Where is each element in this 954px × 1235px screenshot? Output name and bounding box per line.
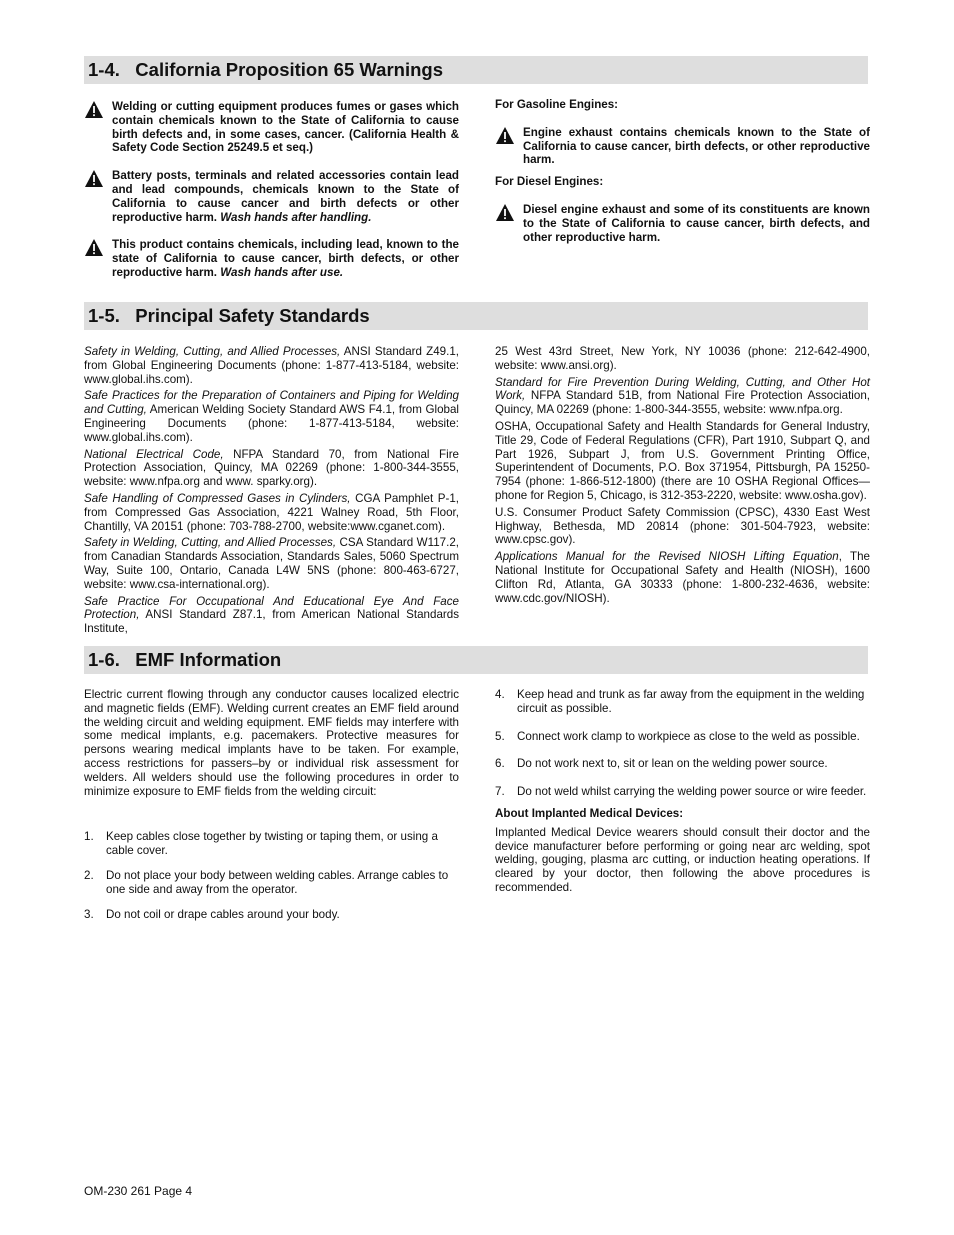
emf-procedure-list	[84, 830, 459, 921]
standard-entry	[84, 595, 459, 636]
list-item	[84, 908, 459, 922]
warning-text	[112, 238, 459, 279]
standard-entry	[495, 550, 870, 605]
list-text: Do not work next to, sit or lean on the welding power source.	[517, 757, 828, 771]
list-text: Do not place your body between welding cables. Arrange cables to one side and away from the operator.	[106, 868, 449, 896]
section-header-standards	[84, 302, 868, 330]
section-header-emf	[84, 646, 868, 674]
standard-details: CGA Pamphlet P-1, from Compressed Gas Association, 4221 Walney Road, 5th Floor, Chantilly, VA 20151 (phone: 703-788-2700, website:www.cganet.com).	[84, 491, 459, 533]
standards-right-column	[495, 345, 870, 608]
emf-intro: Electric current flowing through any conductor causes localized electric and magnetic fields (EMF). Welding current creates an EMF field around the welding circuit and welding equipment. EMF fields may interfere with some medical implants, e.g. pacemakers. Protective measures for persons wearing medical implants have to be taken. For example, access restrictions for passers–by or individual risk assessment for welders. All welders should use the following procedures in order to minimize exposure to EMF fields from the welding circuit:	[84, 688, 459, 798]
standard-entry: OSHA, Occupational Safety and Health Standards for General Industry, Title 29, Code of Federal Regulations (CFR), Part 1910, Subpart Q, and Part 1926, Subpart J, from U.S. Government Printing Office, Superintendent of Documents, P.O. Box 371954, Pittsburgh, PA 15250-7954 (phone: 1-866-512-1800) (there are 10 OSHA Regional Offices—phone for Region 5, Chicago, is 312-353-2220, website: www.osha.gov).	[495, 419, 870, 502]
standard-title: Safe Practices for the Preparation of Containers and Piping for Welding and Cutting,	[84, 389, 459, 417]
standard-entry	[84, 536, 459, 591]
list-item	[495, 785, 870, 799]
standard-entry	[495, 376, 870, 417]
prop65-right-column	[495, 98, 870, 258]
section-title: 1-4. California Proposition 65 Warnings	[88, 59, 443, 80]
gasoline-engines-heading: For Gasoline Engines:	[495, 98, 619, 111]
warning-text: Engine exhaust contains chemicals known to the State of California to cause cancer, birth defects, or other reproductive harm.	[523, 125, 870, 167]
list-text: Keep cables close together by twisting or taping them, or using a cable cover.	[106, 830, 438, 858]
standard-title: Safe Practice For Occupational And Educational Eye And Face Protection,	[84, 594, 459, 622]
list-item	[84, 869, 459, 897]
standard-title: Safe Handling of Compressed Gases in Cylinders,	[84, 491, 351, 505]
standard-title: Safety in Welding, Cutting, and Allied Processes,	[84, 536, 337, 550]
section-title: 1-5. Principal Safety Standards	[88, 305, 370, 326]
list-number: 6.	[495, 757, 505, 771]
warning-icon	[84, 238, 112, 258]
warning-text	[112, 169, 459, 224]
warning-icon	[495, 126, 523, 146]
implanted-devices-text: Implanted Medical Device wearers should consult their doctor and the device manufacturer before performing or going near arc welding, spot welding, gouging, plasma arc cutting, or induction heating operations. If cleared by your doctor, then following the above procedures is recommended.	[495, 825, 870, 894]
standard-entry	[84, 389, 459, 444]
list-number: 4.	[495, 688, 505, 701]
standard-details: NFPA Standard 70, from National Fire Protection Association, Quincy, MA 02269 (phone: 1-800-344-3555, website: www.nfpa.org and www. sparky.org).	[84, 447, 459, 489]
implanted-devices-heading: About Implanted Medical Devices:	[495, 806, 684, 820]
emf-right-column	[495, 688, 870, 898]
warning-fumes	[84, 100, 459, 155]
page-footer: OM-230 261 Page 4	[84, 1184, 193, 1198]
warning-lead	[84, 238, 459, 279]
section-title: 1-6. EMF Information	[88, 649, 282, 670]
prop65-left-column	[84, 100, 459, 294]
warning-text-italic: Wash hands after handling.	[220, 210, 372, 224]
warning-text-main: This product contains chemicals, including lead, known to the state of California to cause cancer, birth defects, or other reproductive harm.	[112, 238, 459, 279]
warning-text: Welding or cutting equipment produces fumes or gases which contain chemicals known to the State of California to cause birth defects and, in some cases, cancer. (California Health & Safety Code Section 25249.5 et seq.)	[112, 100, 459, 155]
standard-title: Applications Manual for the Revised NIOSH Lifting Equation	[495, 550, 839, 564]
warning-icon	[84, 100, 112, 120]
standard-details: NFPA Standard 51B, from National Fire Protection Association, Quincy, MA 02269 (phone: 1-800-344-3555, website: www.nfpa.org.	[495, 389, 870, 417]
standard-entry	[84, 448, 459, 489]
list-text: Do not coil or drape cables around your body.	[106, 907, 340, 921]
warning-text: Diesel engine exhaust and some of its constituents are known to the State of California to cause cancer, birth defects, and other reproductive harm.	[523, 202, 870, 244]
list-item	[495, 688, 870, 716]
list-text: Do not weld whilst carrying the welding power source or wire feeder.	[517, 785, 867, 799]
standard-entry	[84, 492, 459, 533]
list-number: 2.	[84, 868, 94, 882]
list-item	[84, 830, 459, 858]
standard-details: , The National Institute for Occupational Safety and Health (NIOSH), 1600 Clifton Rd, Atlanta, GA 30333 (phone: 1-800-232-4636, website: www.cdc.gov/NIOSH).	[495, 550, 870, 605]
standard-title: National Electrical Code,	[84, 447, 224, 461]
list-number: 3.	[84, 907, 94, 921]
standard-details: ANSI Standard Z49.1, from Global Engineering Documents (phone: 1-877-413-5184, website: www.global.ihs.com).	[84, 345, 459, 386]
standard-entry: 25 West 43rd Street, New York, NY 10036 (phone: 212-642-4900, website: www.ansi.org).	[495, 345, 870, 372]
standard-details: ANSI Standard Z87.1, from American National Standards Institute,	[84, 608, 459, 636]
list-number: 1.	[84, 830, 94, 844]
list-text: Keep head and trunk as far away from the equipment in the welding circuit as possible.	[517, 688, 865, 715]
list-item	[495, 757, 870, 771]
diesel-engines-heading: For Diesel Engines:	[495, 175, 604, 189]
warning-battery	[84, 169, 459, 224]
warning-diesel	[495, 203, 870, 244]
warning-gasoline	[495, 126, 870, 167]
list-item	[495, 730, 870, 744]
section-header-prop65	[84, 56, 868, 84]
warning-text-italic: Wash hands after use.	[220, 265, 344, 279]
standard-title: Safety in Welding, Cutting, and Allied Processes,	[84, 345, 341, 358]
list-text: Connect work clamp to workpiece as close to the weld as possible.	[517, 729, 860, 743]
standards-left-column	[84, 345, 459, 639]
warning-text-main: Battery posts, terminals and related accessories contain lead and lead compounds, chemicals known to the State of California to cause cancer and birth defects or other reproductive harm.	[112, 169, 459, 224]
emf-procedure-list-continued	[495, 688, 870, 799]
list-number: 7.	[495, 785, 505, 799]
emf-left-column	[84, 688, 459, 932]
standard-title: Standard for Fire Prevention During Welding, Cutting, and Other Hot Work,	[495, 375, 870, 403]
warning-icon	[84, 169, 112, 189]
standard-entry: U.S. Consumer Product Safety Commission (CPSC), 4330 East West Highway, Bethesda, MD 20814 (phone: 301-504-7923, website: www.cpsc.gov).	[495, 505, 870, 547]
standard-details: American Welding Society Standard AWS F4.1, from Global Engineering Documents (phone: 1-877-413-5184, website: www.global.ihs.com).	[84, 403, 459, 444]
standard-details: CSA Standard W117.2, from Canadian Standards Association, Standards Sales, 5060 Spectrum Way, Suite 100, Ontario, Canada L4W 5NS (phone: 800-463-6727, website: www.csa-international.org).	[84, 536, 460, 591]
standard-entry	[84, 345, 459, 386]
warning-icon	[495, 203, 523, 223]
list-number: 5.	[495, 729, 505, 743]
